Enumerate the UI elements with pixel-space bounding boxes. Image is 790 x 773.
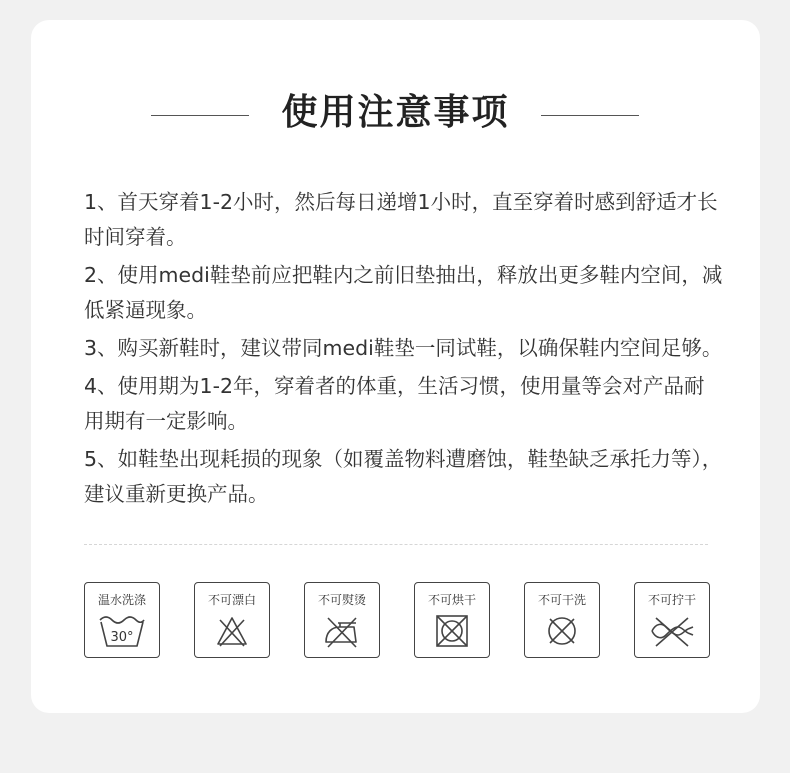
care-icon-wash bbox=[84, 582, 160, 658]
usage-notes-list bbox=[84, 185, 724, 515]
title-row bbox=[31, 88, 760, 138]
care-instructions-card bbox=[31, 20, 760, 713]
care-icon-label: 不可熨烫 bbox=[317, 593, 366, 607]
wash-30-icon bbox=[98, 614, 146, 650]
care-icon-no-bleach bbox=[194, 582, 270, 658]
title-decor-line-right bbox=[541, 115, 639, 116]
usage-note-5: 5、如鞋垫出现耗损的现象（如覆盖物料遭磨蚀，鞋垫缺乏承托力等），建议重新更换产品。 bbox=[84, 447, 723, 506]
no-wring-icon bbox=[648, 614, 696, 650]
no-dry-clean-icon bbox=[538, 614, 586, 650]
no-iron-icon bbox=[318, 614, 366, 650]
usage-note-3: 3、购买新鞋时，建议带同medi鞋垫一同试鞋，以确保鞋内空间足够。 bbox=[84, 336, 723, 360]
care-icon-label: 不可拧干 bbox=[647, 593, 696, 607]
care-icon-label: 不可干洗 bbox=[537, 593, 586, 607]
care-icon-no-iron bbox=[304, 582, 380, 658]
no-bleach-icon bbox=[208, 614, 256, 650]
no-tumble-dry-icon bbox=[428, 614, 476, 650]
page-title: 使用注意事项 bbox=[281, 92, 510, 133]
usage-note-4: 4、使用期为1-2年，穿着者的体重，生活习惯，使用量等会对产品耐用期有一定影响。 bbox=[84, 374, 705, 433]
usage-note-1: 1、首天穿着1-2小时，然后每日递增1小时，直至穿着时感到舒适才长时间穿着。 bbox=[84, 190, 718, 249]
usage-note-2: 2、使用medi鞋垫前应把鞋内之前旧垫抽出，释放出更多鞋内空间，减低紧逼现象。 bbox=[84, 263, 723, 322]
care-icon-no-dry-clean bbox=[524, 582, 600, 658]
care-icon-no-wring bbox=[634, 582, 710, 658]
wash-temperature: 30° bbox=[110, 630, 134, 645]
care-icon-label: 不可漂白 bbox=[207, 593, 256, 607]
dashed-divider bbox=[84, 544, 708, 545]
care-icons-row bbox=[84, 582, 710, 660]
care-icon-no-tumble-dry bbox=[414, 582, 490, 658]
care-icon-label: 不可烘干 bbox=[427, 593, 476, 607]
care-icon-label: 温水洗涤 bbox=[97, 593, 146, 607]
